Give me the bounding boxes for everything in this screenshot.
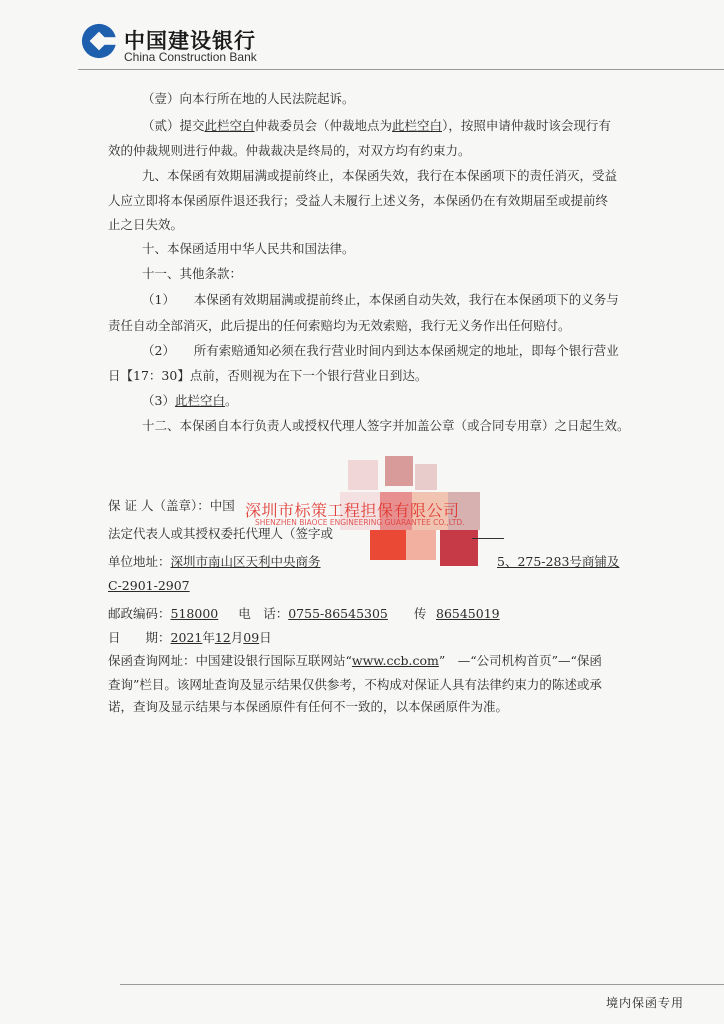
guarantor-label: 保 证 人（盖章）：: [108, 498, 210, 513]
clause-1: （壹）向本行所在地的人民法院起诉。: [142, 91, 355, 106]
clause-12: 十二、本保函自本行负责人或授权代理人签字并加盖公章（或合同专用章）之日起生效。: [142, 418, 630, 433]
clause-2: [142, 118, 611, 134]
clause-2-text-a: （贰）提交: [142, 118, 205, 133]
address-value-2: C-2901-2907: [108, 578, 190, 593]
blank-field: 此栏空白: [174, 393, 225, 408]
date-month-unit: 月: [230, 630, 244, 645]
clause-2-text-b: 仲裁委员会（仲裁地点为: [254, 118, 393, 133]
clause-11-2-pre: 日【: [108, 368, 134, 383]
fax-value: 86545019: [436, 606, 500, 621]
business-close-time: 17：30: [133, 368, 178, 383]
date-year-unit: 年: [202, 630, 215, 645]
clause-9-line2: 人应立即将本保函原件退还我行；受益人未履行上述义务，本保函仍在有效期届至或提前终: [108, 193, 609, 208]
address-line-cont: [497, 554, 619, 570]
footer-label: 境内保函专用: [606, 996, 685, 1010]
clause-11-3-pre: （3）: [142, 393, 175, 408]
address-value-cont: 5、275-283号商铺及: [497, 554, 620, 569]
clause-11-3-post: 。: [224, 393, 238, 408]
clause-9-line3: 止之日失效。: [108, 217, 184, 232]
company-seal-text: 深圳市标策工程担保有限公司: [245, 501, 460, 520]
ccb-website-link[interactable]: www.ccb.com: [351, 653, 439, 668]
header-divider: [78, 69, 724, 70]
clause-10: 十、本保函适用中华人民共和国法律。: [142, 241, 355, 256]
address-line: [108, 554, 321, 570]
clause-2-cont: 效的仲裁规则进行仲裁。仲裁裁决是终局的，对双方均有约束力。: [108, 143, 471, 158]
footer-divider: [120, 984, 724, 985]
signature-underline: [472, 538, 504, 539]
contact-line: [108, 606, 426, 622]
query-line-2: 查询”栏目。该网址查询及显示结果仅供参考，不构成对保证人具有法律约束力的陈述或承: [108, 677, 602, 692]
bank-name-cn: 中国建设银行: [124, 29, 256, 53]
clause-11-heading: 十一、其他条款：: [142, 266, 243, 281]
date-label: 日 期：: [108, 630, 171, 645]
clause-11-2-line1: （2） 所有索赔通知必须在我行营业时间内到达本保函规定的地址，即每个银行营业: [142, 343, 619, 358]
address-line-2: [108, 578, 190, 594]
fax-label: 传: [413, 606, 427, 621]
clause-11-2-line2: [108, 368, 427, 384]
query-line-1: [108, 653, 602, 669]
date-line: [108, 630, 272, 646]
fax-value-wrap: [436, 606, 500, 622]
bank-name-en: China Construction Bank: [124, 50, 257, 64]
blank-field: 此栏空白: [204, 118, 255, 133]
company-seal-subtext: SHENZHEN BIAOCE ENGINEERING GUARANTEE CO.,LTD.: [255, 518, 465, 527]
date-day-unit: 日: [259, 630, 272, 645]
clause-9-line1: 九、本保函有效期届满或提前终止，本保函失效，我行在本保函项下的责任消灭，受益: [142, 168, 618, 183]
guarantor-value: 中国: [209, 498, 235, 513]
representative-line: 法定代表人或其授权委托代理人（签字或: [108, 526, 334, 541]
phone-value: 0755-86545305: [288, 606, 388, 621]
query-text-pre: 保函查询网址：中国建设银行国际互联网站“: [108, 653, 352, 668]
clause-2-text-c: ），按照申请仲裁时该会现行有: [442, 118, 611, 133]
date-day: 09: [243, 630, 260, 645]
clause-11-1-line1: （1） 本保函有效期届满或提前终止，本保函自动失效，我行在本保函项下的义务与: [142, 292, 619, 307]
clause-11-1-line2: 责任自动全部消灭，此后提出的任何索赔均为无效索赔，我行无义务作出任何赔付。: [108, 318, 571, 333]
query-text-post: ” —“公司机构首页”—“保函: [438, 653, 602, 668]
query-line-3: 诺，查询及显示结果与本保函原件有任何不一致的，以本保函原件为准。: [108, 699, 509, 714]
date-month: 12: [214, 630, 231, 645]
phone-label: 电 话：: [238, 606, 289, 621]
guarantor-line: [108, 498, 235, 514]
clause-11-2-post: 】点前，否则视为在下一个银行营业日到达。: [177, 368, 428, 383]
address-value: 深圳市南山区天利中央商务: [170, 554, 321, 569]
address-label: 单位地址：: [108, 554, 171, 569]
blank-field: 此栏空白: [392, 118, 443, 133]
postcode-value: 518000: [170, 606, 219, 621]
clause-11-3: [142, 393, 237, 409]
postcode-label: 邮政编码：: [108, 606, 171, 621]
date-year: 2021: [170, 630, 203, 645]
ccb-logo-icon: [80, 22, 118, 60]
